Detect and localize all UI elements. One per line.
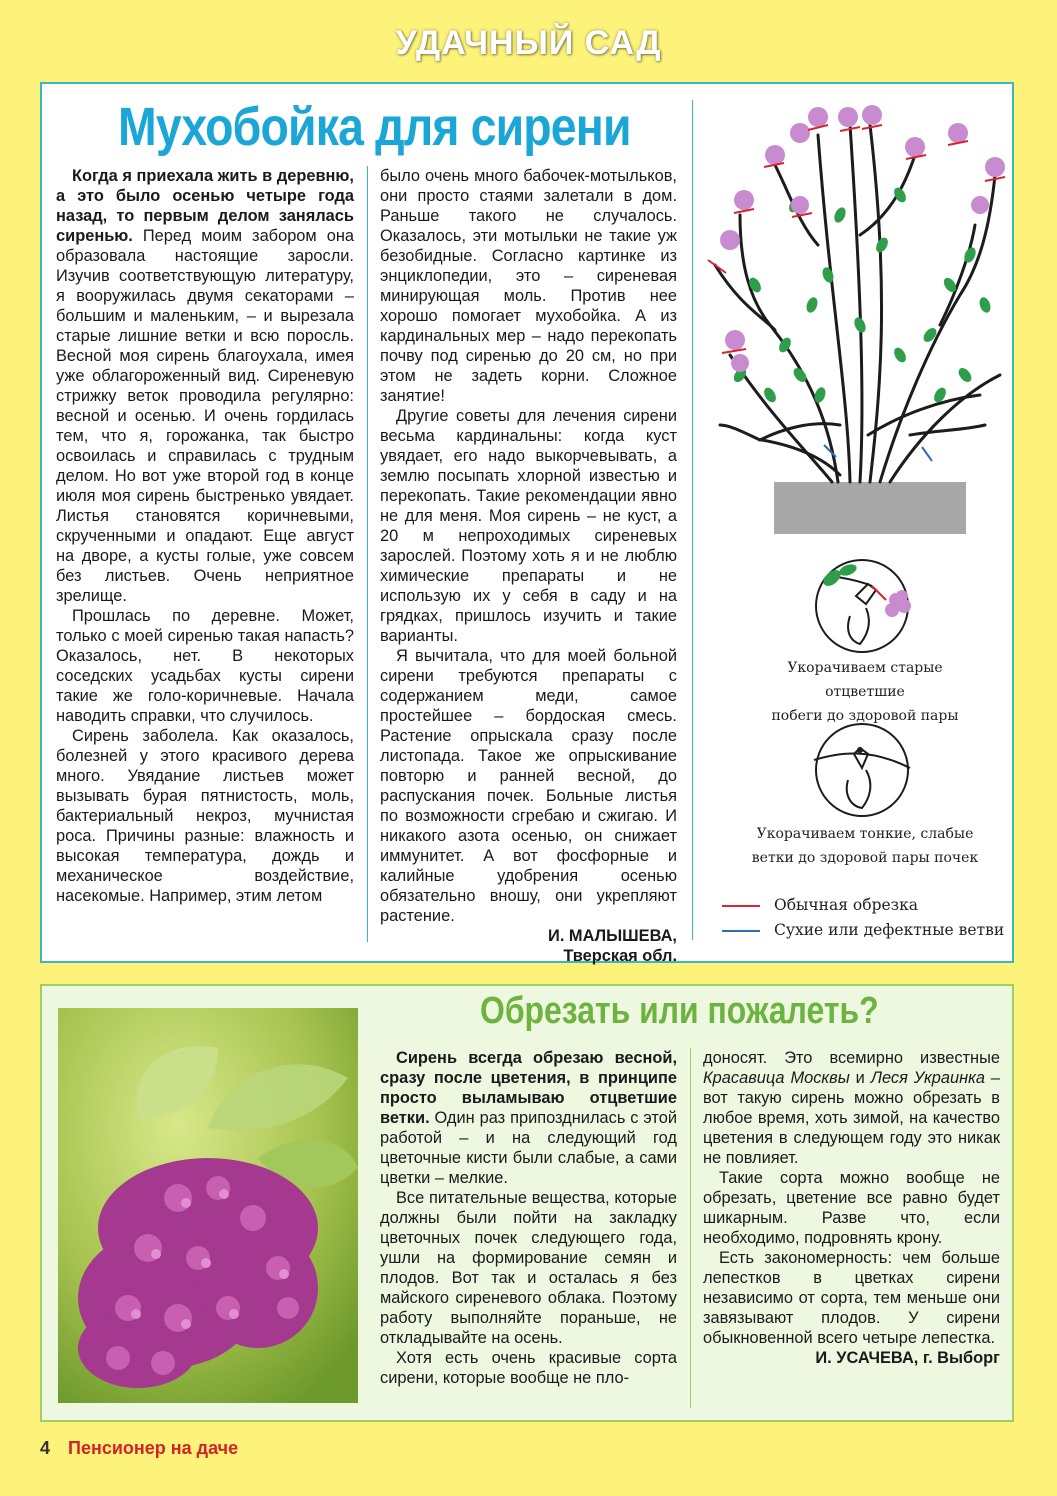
article-2-column-2 (703, 1048, 1000, 1368)
lead-bold: Когда я приехала жить в деревню, а это было осенью четыре года назад, то первым делом занялась сиренью. (56, 167, 354, 245)
legend-dry-branches (722, 921, 1004, 939)
caption-line: Укорачиваем старые отцветшие (787, 660, 943, 700)
paragraph (703, 1048, 1000, 1168)
text-span: и (849, 1069, 871, 1087)
legend-label: Сухие или дефектные ветви (774, 921, 1005, 939)
paragraph: Все питательные вещества, которые должны были пойти на закладку цветочных почек следующего года, ушли на формирование семян и плодов. Вот так и осталась я без майского сиреневого облака. Поэтому работу выполняйте пораньше, не откладывайте на осень. (380, 1189, 677, 1347)
author-region: Тверская обл. (563, 947, 677, 965)
legend-blue-line (722, 930, 760, 932)
column-divider (690, 1048, 691, 1408)
paragraph: Я вычитала, что для моей больной сирени требуются препараты с содержанием меди, самое простейшее – бордоская смесь. Растение опрыскала сразу после листопада. Такое же опрыскивание повторю и ранней весной, до распускания почек. Больные листья по возможности сгребаю и сжигаю. И никакого азота осенью, он снижает иммунитет. А вот фосфорные и калийные удобрения осенью обязательно вношу, они укрепляют растение. (380, 647, 677, 925)
pruner-thin-branches-icon (810, 720, 920, 820)
paragraph: Такие сорта можно вообще не обрезать, цветение все равно будет шикарным. Разве что, если необходимо, подровнять крону. (703, 1169, 1000, 1247)
article-2-title: Обрезать или пожалеть? (480, 990, 879, 1032)
paragraph: было очень много бабочек-мотыльков, они просто стаями залетали в дом. Раньше такого не случалось. Оказалось, эти мотыльки не такие уж безобидные. Согласно картинке из энциклопедии, это – сиреневая минирующая моль. Против нее хорошо помогает мухобойка. А из кардинальных мер – надо перекопать почву под сиренью до 20 см, но при этом не задеть корни. Сложное занятие! (380, 167, 677, 405)
paragraph: Есть закономерность: чем больше лепестков в цветках сирени независимо от сорта, тем меньше они завязывают плодов. У сирени обыкновенной всего четыре лепестка. (703, 1249, 1000, 1347)
paragraph: Прошлась по деревне. Может, только с моей сиренью такая напасть? Оказалось, нет. В некоторых соседских усадьбах кусты сирени такие же голо-коричневые. Начала наводить справки, что случилось. (56, 607, 354, 725)
section-tag: УДАЧНЫЙ САД (395, 24, 662, 62)
lead-text: Один раз припозднилась с этой работой – и на следующий год цветочные кисти были слабые, а сами цветки – мелкие. (380, 1109, 677, 1187)
text-span: – вот такую сирень можно обрезать в любое время, хоть зимой, на качество цветения в следующем году это никак не повлияет. (703, 1069, 1001, 1167)
page-footer (40, 1438, 238, 1459)
legend-red-line (722, 905, 760, 907)
column-divider (367, 166, 368, 942)
magazine-name: Пенсионер на даче (68, 1438, 239, 1458)
paragraph: Хотя есть очень красивые сорта сирени, которые вообще не пло- (380, 1349, 677, 1387)
column-divider (692, 100, 693, 940)
article-1-column-2 (380, 166, 677, 966)
caption-line: ветки до здоровой пары почек (751, 850, 979, 866)
pruner-old-shoots-icon (810, 556, 920, 656)
lead-bold: Сирень всегда обрезаю весной, сразу после цветения, в принципе просто выламываю отцветшие ветки. (380, 1049, 677, 1127)
variety-name: Леся Украинка (870, 1069, 985, 1087)
variety-name: Красавица Москвы (703, 1069, 850, 1087)
caption-line: Укорачиваем тонкие, слабые (756, 826, 974, 842)
article-2-lead (380, 1048, 677, 1188)
author-name: И. УСАЧЕВА, г. Выборг (815, 1349, 1000, 1367)
article-1-lead (56, 166, 354, 606)
caption-thin-branches (750, 822, 980, 870)
legend-normal-pruning (722, 896, 918, 914)
article-1-column-1 (56, 166, 354, 906)
text-span: доносят. Это всемирно известные (703, 1049, 1000, 1067)
ground (774, 482, 966, 534)
lilac-photo (58, 1008, 358, 1403)
author-name: И. МАЛЫШЕВА, (548, 927, 677, 945)
lilac-bush-illustration (700, 95, 1010, 540)
article-1-title: Мухобойка для сирени (118, 97, 631, 157)
article-2-column-1 (380, 1048, 677, 1388)
lead-text: Перед моим забором она образовала настоящие заросли. Изучив соответствующую литературу, я вооружилась двумя секаторами – большим и маленьким, – и вырезала старые лишние ветки и всю поросль. Весной моя сирень благоухала, имея уже облагороженный вид. Сиреневую стрижку веток проводила регулярно: весной и осенью. И очень гордилась тем, что я, горожанка, так быстро освоилась и справилась с трудным делом. Но вот уже второй год в конце июля моя сирень быстренько увядает. Листья становятся коричневыми, скрученными и опадают. Еще август на дворе, а кусты голые, уже совсем без листьев. Очень неприятное зрелище. (56, 227, 354, 605)
legend-label: Обычная обрезка (774, 896, 919, 914)
paragraph: Другие советы для лечения сирени весьма кардинальны: когда куст увядает, его надо выкорчевывать, а землю посыпать хлорной известью и перекопать. Такие рекомендации явно не для меня. Моя сирень – не куст, а 20 м непроходимых сиреневых зарослей. Поэтому хоть я и не люблю химические препараты и не использую их у себя в саду и на грядках, пришлось изучить и такие варианты. (380, 407, 677, 645)
page-number: 4 (40, 1438, 51, 1458)
caption-line: побеги до здоровой пары (771, 708, 959, 724)
paragraph: Сирень заболела. Как оказалось, болезней у этого красивого дерева много. Увядание листьев может вызывать бурая пятнистость, моль, бактериальный некроз, мучнистая роса. Причины разные: влажность и высокая температура, дождь и механическое воздействие, насекомые. Например, этим летом (56, 727, 354, 905)
